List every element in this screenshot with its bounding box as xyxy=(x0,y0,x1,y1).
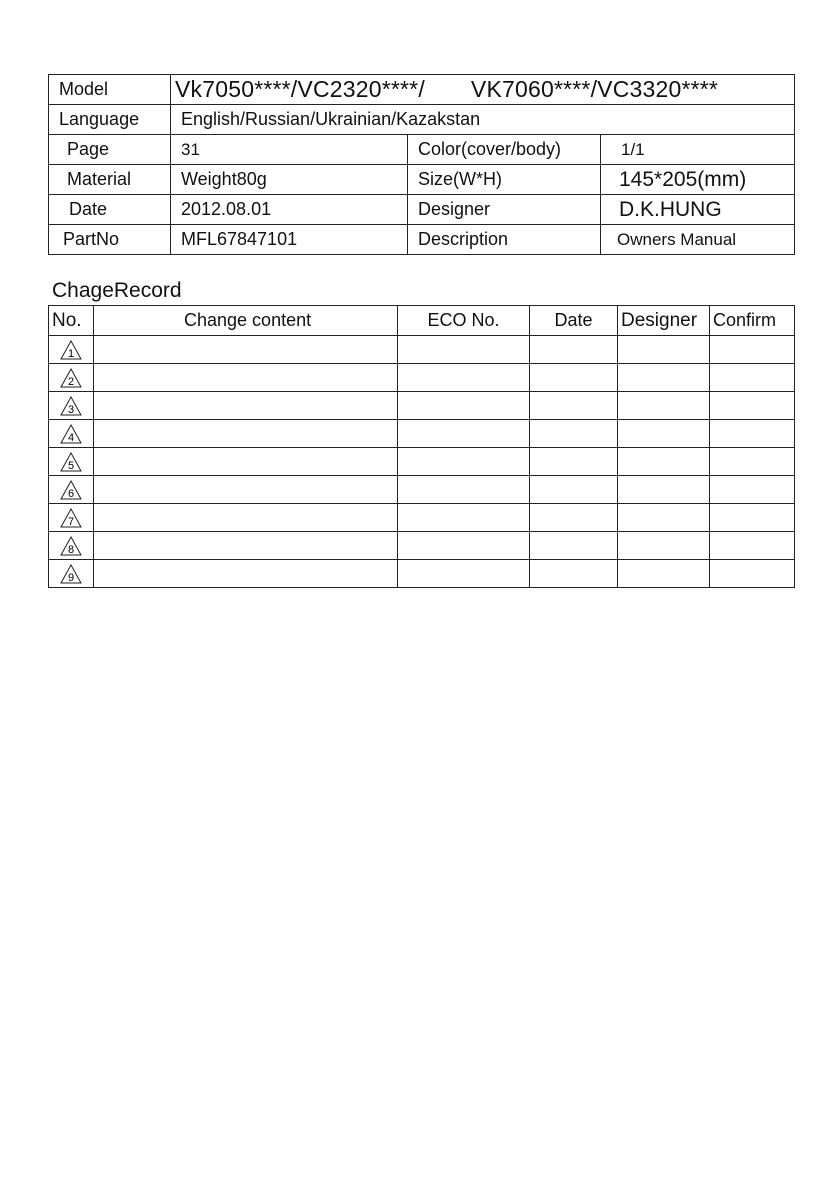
row-number-cell xyxy=(49,504,94,532)
designer-cell xyxy=(618,420,710,448)
row-number-cell xyxy=(49,392,94,420)
date-cell xyxy=(530,532,618,560)
revision-triangle-icon xyxy=(60,452,82,472)
change-record-row xyxy=(49,448,795,476)
designer-cell xyxy=(618,476,710,504)
date-cell xyxy=(530,336,618,364)
confirm-cell xyxy=(710,364,795,392)
row-number-cell xyxy=(49,532,94,560)
revision-triangle-icon xyxy=(60,368,82,388)
designer-cell xyxy=(618,448,710,476)
designer-cell xyxy=(618,504,710,532)
date-cell xyxy=(530,504,618,532)
designer-cell xyxy=(618,532,710,560)
language-value: English/Russian/Ukrainian/Kazakstan xyxy=(171,105,795,135)
date-cell xyxy=(530,448,618,476)
change-content-cell xyxy=(94,448,398,476)
row-number: 4 xyxy=(67,431,75,444)
row-number: 5 xyxy=(67,459,75,472)
eco-no-cell xyxy=(398,448,530,476)
model-value-b: VK7060****/VC3320**** xyxy=(470,76,719,102)
confirm-cell xyxy=(710,504,795,532)
model-label: Model xyxy=(49,75,171,105)
designer-cell xyxy=(618,560,710,588)
spec-table xyxy=(48,74,795,255)
row-number: 7 xyxy=(67,515,75,528)
partno-label: PartNo xyxy=(49,225,171,255)
change-content-cell xyxy=(94,364,398,392)
spec-row-page xyxy=(49,135,795,165)
row-number: 3 xyxy=(67,403,75,416)
eco-no-cell xyxy=(398,504,530,532)
revision-triangle-icon xyxy=(60,424,82,444)
eco-no-cell xyxy=(398,336,530,364)
designer-cell xyxy=(618,392,710,420)
confirm-cell xyxy=(710,448,795,476)
header-change-content: Change content xyxy=(94,306,398,336)
change-content-cell xyxy=(94,420,398,448)
designer-cell xyxy=(618,364,710,392)
partno-value: MFL67847101 xyxy=(171,225,408,255)
confirm-cell xyxy=(710,560,795,588)
change-record-rows xyxy=(49,336,795,588)
page-label: Page xyxy=(49,135,171,165)
row-number-cell xyxy=(49,476,94,504)
date-label: Date xyxy=(49,195,171,225)
date-value: 2012.08.01 xyxy=(171,195,408,225)
change-content-cell xyxy=(94,336,398,364)
row-number-cell xyxy=(49,420,94,448)
description-value: Owners Manual xyxy=(601,225,795,255)
row-number: 2 xyxy=(67,375,75,388)
confirm-cell xyxy=(710,420,795,448)
change-record-row xyxy=(49,532,795,560)
designer-cell xyxy=(618,336,710,364)
row-number: 8 xyxy=(67,543,75,556)
date-cell xyxy=(530,364,618,392)
spec-row-date xyxy=(49,195,795,225)
row-number-cell xyxy=(49,364,94,392)
confirm-cell xyxy=(710,476,795,504)
revision-triangle-icon xyxy=(60,564,82,584)
change-content-cell xyxy=(94,560,398,588)
revision-triangle-icon xyxy=(60,396,82,416)
eco-no-cell xyxy=(398,392,530,420)
spec-row-language xyxy=(49,105,795,135)
size-value: 145*205(mm) xyxy=(601,165,795,195)
change-record-row xyxy=(49,364,795,392)
change-record-row xyxy=(49,476,795,504)
page-value: 31 xyxy=(171,135,408,165)
spec-row-partno xyxy=(49,225,795,255)
revision-triangle-icon xyxy=(60,480,82,500)
change-record-title: ChageRecord xyxy=(52,279,182,302)
change-content-cell xyxy=(94,392,398,420)
designer-value: D.K.HUNG xyxy=(601,195,795,225)
designer-label: Designer xyxy=(408,195,601,225)
row-number: 6 xyxy=(67,487,75,500)
revision-triangle-icon xyxy=(60,508,82,528)
change-record-row xyxy=(49,560,795,588)
row-number-cell xyxy=(49,336,94,364)
change-record-header xyxy=(49,306,795,336)
row-number-cell xyxy=(49,560,94,588)
header-designer: Designer xyxy=(618,306,710,336)
change-record-row xyxy=(49,420,795,448)
spec-row-material xyxy=(49,165,795,195)
size-label: Size(W*H) xyxy=(408,165,601,195)
change-record-row xyxy=(49,336,795,364)
change-record-table xyxy=(48,305,795,588)
model-value-a: Vk7050****/VC2320****/ xyxy=(175,76,425,102)
eco-no-cell xyxy=(398,420,530,448)
revision-triangle-icon xyxy=(60,340,82,360)
spec-row-model xyxy=(49,75,795,105)
header-eco-no: ECO No. xyxy=(398,306,530,336)
change-content-cell xyxy=(94,476,398,504)
row-number: 1 xyxy=(67,347,75,360)
color-label: Color(cover/body) xyxy=(408,135,601,165)
header-no: No. xyxy=(49,306,94,336)
description-label: Description xyxy=(408,225,601,255)
date-cell xyxy=(530,476,618,504)
revision-triangle-icon xyxy=(60,536,82,556)
confirm-cell xyxy=(710,532,795,560)
header-date: Date xyxy=(530,306,618,336)
change-record-row xyxy=(49,504,795,532)
change-content-cell xyxy=(94,532,398,560)
confirm-cell xyxy=(710,392,795,420)
date-cell xyxy=(530,392,618,420)
eco-no-cell xyxy=(398,364,530,392)
eco-no-cell xyxy=(398,476,530,504)
row-number: 9 xyxy=(67,571,75,584)
row-number-cell xyxy=(49,448,94,476)
change-record-row xyxy=(49,392,795,420)
model-value xyxy=(171,75,795,105)
color-value: 1/1 xyxy=(601,135,795,165)
eco-no-cell xyxy=(398,532,530,560)
eco-no-cell xyxy=(398,560,530,588)
change-content-cell xyxy=(94,504,398,532)
language-label: Language xyxy=(49,105,171,135)
date-cell xyxy=(530,420,618,448)
header-confirm: Confirm xyxy=(710,306,795,336)
confirm-cell xyxy=(710,336,795,364)
date-cell xyxy=(530,560,618,588)
material-value: Weight80g xyxy=(171,165,408,195)
material-label: Material xyxy=(49,165,171,195)
